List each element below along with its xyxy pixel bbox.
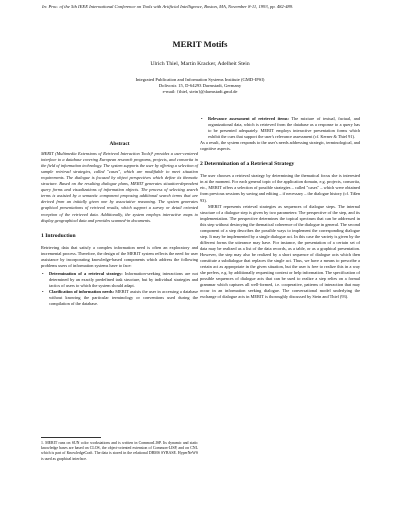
affiliation-email: e-mail: {thiel, stein}@darmstadt.gmd.de xyxy=(162,89,238,95)
abstract-heading: Abstract xyxy=(109,141,130,147)
section-2-paragraph-2: MERIT represents retrieval strategies as sequences of dialogue steps. The internal structure of a dialogue step is given by two parameters: The perspective of the step, and its implementation. The perspective determines the topical spectrum that can be addressed in this step without destroying the thematical coherence of the dialogue in general. The second component of a step describes the possible ways to implement the corresponding dialogue step. It may be implemented by a single dialogue act. In this case the variety is given by the different forms the utterance may have. For instance, the presentation of a certain set of data may be realized as a list of the data records, as a table, or as a graphical presentation. However, the step may also be realized by a short sequence of dialogue acts which then constitute a subdialogue that replaces the single act. Thus, we have a means to prescribe a certain act as appropriate in the given situation, but the user is free to realize this in a way she prefers, e.g. by additionally requesting context or help information. The specification of possible sequences of dialogue acts that can be used to realize a step relies on a formal grammar which captures all well-formed, i.e. cooperative, patterns of interaction that may occur in an information seeking dialogue. The conversational model underlying the exchange of dialogue acts in MERIT is thoroughly discussed by Stein and Thiel (93). xyxy=(200,203,360,300)
abstract-text: MERIT (Multimedia Extensions of Retrieval Interaction Tools)¹ provides a user-centered interface to a database covering European research programs, projects, and consortia in the field of information technology. The system supports the user by offering a selection of sample retrieval strategies, called "cases", which are modifiable to meet situation requirements. The dialogue is focused by object perspectives which define its thematic structure. Based on the resulting dialogue plans, MERIT generates situation-dependent query forms and visualizations of information objects. The process of selecting search terms is assisted by a semantic component proposing additional search terms that are derived from an initially given one by associative reasoning. The system generates graphical presentations of retrieval results, which support a survey or detail oriented reception of the retrieved data. Additionally, the system employs interactive maps to display geographical data and provides scanned-in documents. xyxy=(41,151,198,223)
intro-conclusion: As a result, the system responds to the user's needs addressing strategic, terminological, and cognitive aspects. xyxy=(200,140,360,152)
left-column xyxy=(41,141,198,307)
footnote-text: 1. MERIT runs on SUN color workstations and is written in CommonLISP. Its dynamic and static knowledge bases are based on CLOS, the object-oriented extension of Common-LISP, and on CNL which is part of KnowledgeCraft. The data is stored in the relational DBMS SYBASE. HyperNeWS is used as graphical interface. xyxy=(41,441,198,461)
authors: Ulrich Thiel, Martin Kracker, Adelheit Stein xyxy=(150,61,250,67)
footnote-rule xyxy=(41,437,101,438)
bullet-text: MERIT assists the user in accessing a database without knowing the particular terminology or conventions used during the compilation of the database. xyxy=(49,288,198,307)
affiliation-address: Dolivostr. 15, D-64293 Darmstadt, Germany xyxy=(158,83,242,89)
bullet-text: Information-seeking interactions are not determined by an exactly predefined task structure, but by individual strategies and tactics of users to which the system should adapt. xyxy=(49,270,198,288)
right-column xyxy=(200,114,360,300)
affiliation xyxy=(0,77,400,95)
section-1-bullets xyxy=(41,271,198,307)
bullet-retrieval-strategy xyxy=(41,271,198,289)
bullet-relevance-assessment xyxy=(200,116,360,140)
bullet-label: Relevance assessment of retrieved items: xyxy=(208,116,289,121)
section-1-heading: 1 Introduction xyxy=(41,232,76,239)
section-1-paragraph: Retrieving data that satisfy a complex information need is often an exploratory and incremental process. Therefore, the design of the MERIT system reflects the need for user assistance by incorporating knowledge-based components which address the following problems users of information systems have to face: xyxy=(41,244,198,268)
bullet-label: Determination of a retrieval strategy: xyxy=(49,270,123,276)
bullet-text: The mixture of textual, factual, and organizational data, which is retrieved from the database as a response to a query has to be presented adequately. MERIT employs interactive presentation forms which exhibit the cues that support the user's relevance assessment (cf. Kerner & Thiel 91). xyxy=(208,116,360,140)
bullet-label: Clarification of information needs: xyxy=(49,288,115,294)
section-2-heading: 2 Determination of a Retrieval Strategy xyxy=(200,161,295,168)
section-2-paragraph-1: The user chooses a retrieval strategy by determining the thematical focus she is interested in at the moment. For each general topic of the application domain, e.g. projects, consortia, etc., MERIT offers a selection of possible strategies – called "cases" – which were obtained from previous sessions by saving and editing – if necessary – the dialogue history (cf. Tißen 93). xyxy=(200,173,360,203)
right-bullets xyxy=(200,116,360,140)
publication-note: In: Proc. of the 5th IEEE International Conference on Tools with Artificial Intelligence, Boston, MA, November 8-11, 1993, pp. 482-489. xyxy=(42,4,294,9)
bullet-information-needs xyxy=(41,289,198,307)
paper-title: MERIT Motifs xyxy=(172,39,228,49)
footnote xyxy=(41,437,198,462)
affiliation-institute: Integrated Publication and Information Systems Institute (GMD-IPSI) xyxy=(135,77,265,82)
